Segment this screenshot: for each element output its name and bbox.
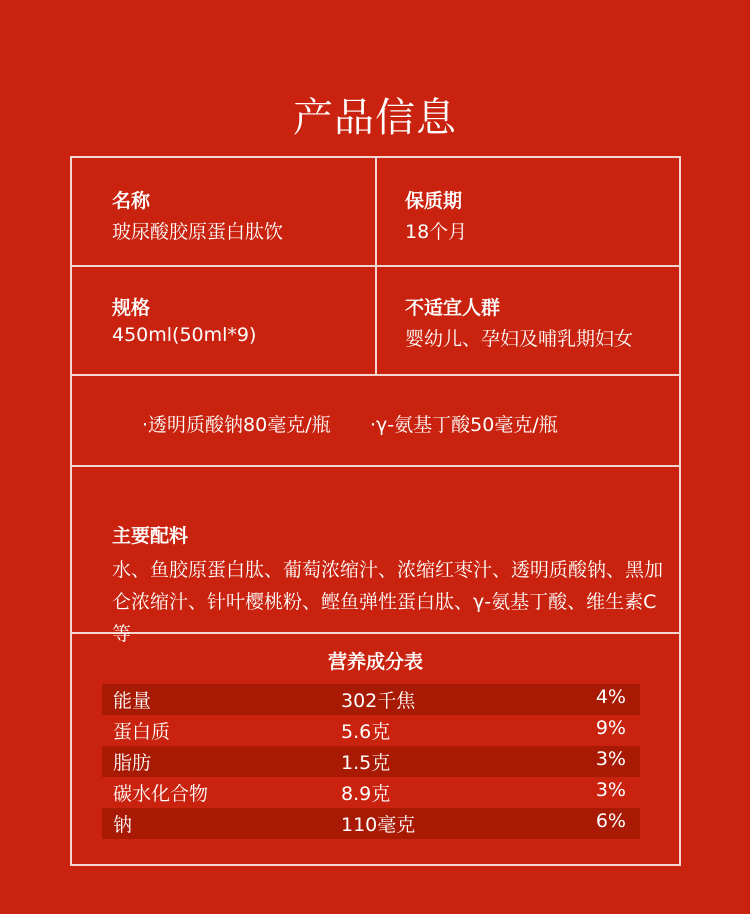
name-value: 玻尿酸胶原蛋白肽饮 [112,221,284,243]
nutrient-amount: 302千焦 [341,690,416,712]
name-label: 名称 [112,190,151,212]
shelf-life-value: 18个月 [405,221,468,243]
nutrient-nrv: 6% [595,810,626,832]
nutrient-nrv: 4% [595,686,626,708]
product-info-table [70,156,681,866]
spec-label: 规格 [112,297,151,319]
nutrient-name: 蛋白质 [113,721,171,743]
nutrient-name: 碳水化合物 [113,783,209,805]
highlight-hyaluronate: ·透明质酸钠80毫克/瓶 [142,414,331,436]
spec-value: 450ml(50ml*9) [112,324,257,346]
nutrient-amount: 8.9克 [341,783,391,805]
nutrition-row [102,808,640,839]
nutrient-nrv: 3% [595,748,626,770]
nutrition-title: 营养成分表 [327,651,423,673]
page-title: 产品信息 [293,95,457,141]
ingredients-label: 主要配料 [112,525,189,547]
highlight-gaba: ·γ-氨基丁酸50毫克/瓶 [370,414,558,436]
row-divider [72,374,679,376]
nutrient-name: 脂肪 [113,752,152,774]
row-divider [72,465,679,467]
nutrition-row [102,684,640,715]
ingredients-section [112,520,672,650]
nutrient-amount: 110毫克 [341,814,416,836]
nutrition-row [102,715,640,746]
nutrient-name: 钠 [113,814,133,836]
nutrition-row [102,746,640,777]
not-suitable-value: 婴幼儿、孕妇及哺乳期妇女 [405,328,634,350]
nutrition-row [102,777,640,808]
nutrient-nrv: 3% [595,779,626,801]
not-suitable-label: 不适宜人群 [405,297,501,319]
nutrient-name: 能量 [113,690,152,712]
nutrient-amount: 1.5克 [341,752,391,774]
shelf-life-label: 保质期 [405,190,463,212]
nutrition-table [102,684,640,839]
row-divider [72,265,679,267]
nutrient-amount: 5.6克 [341,721,391,743]
ingredients-value: 水、鱼胶原蛋白肽、葡萄浓缩汁、浓缩红枣汁、透明质酸钠、黑加仑浓缩汁、针叶樱桃粉、鲣鱼弹性蛋白肽、γ-氨基丁酸、维生素C等 [112,559,664,645]
nutrient-nrv: 9% [595,717,626,739]
